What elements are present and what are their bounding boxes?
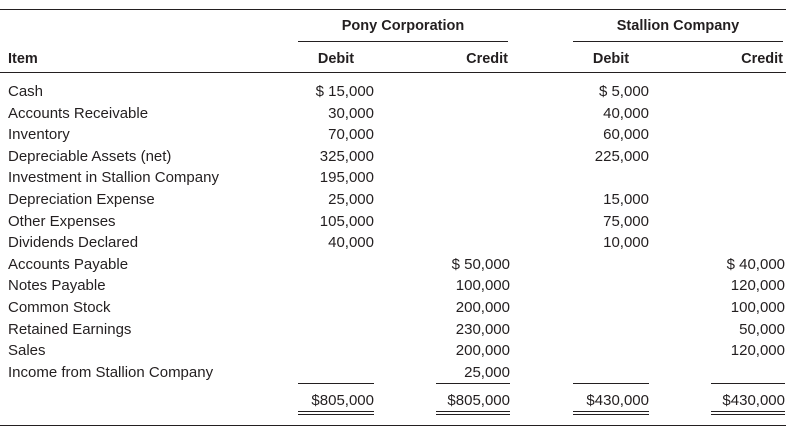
- row-stallion-credit: $ 40,000: [726, 256, 785, 273]
- row-pony-credit: 200,000: [455, 342, 510, 359]
- column-header-rule: [0, 72, 786, 73]
- row-stallion-debit: 75,000: [603, 213, 649, 230]
- row-stallion-debit: 225,000: [594, 148, 649, 165]
- stallion-credit-double-rule: [711, 411, 785, 415]
- stallion-credit-header: Credit: [741, 51, 783, 67]
- row-pony-debit: 40,000: [328, 234, 374, 251]
- row-item-label: Accounts Payable: [8, 256, 129, 273]
- row-item-label: Retained Earnings: [8, 321, 132, 338]
- top-rule: [0, 9, 786, 10]
- stallion-credit-sum-rule: [711, 383, 785, 384]
- row-pony-debit: 105,000: [319, 213, 374, 230]
- company-header-stallion: Stallion Company: [616, 18, 740, 34]
- row-pony-credit: 100,000: [455, 277, 510, 294]
- row-pony-credit: 25,000: [464, 364, 510, 381]
- row-pony-debit: 25,000: [328, 191, 374, 208]
- row-pony-debit: 195,000: [319, 169, 374, 186]
- item-column-header: Item: [8, 51, 38, 67]
- row-item-label: Sales: [8, 342, 46, 359]
- row-pony-debit: 70,000: [328, 126, 374, 143]
- pony-debit-double-rule: [298, 411, 374, 415]
- row-stallion-debit: 15,000: [603, 191, 649, 208]
- row-item-label: Common Stock: [8, 299, 111, 316]
- row-stallion-credit: 100,000: [730, 299, 785, 316]
- row-pony-credit: 230,000: [455, 321, 510, 338]
- pony-debit-header: Debit: [317, 51, 355, 67]
- stallion-debit-header: Debit: [592, 51, 630, 67]
- row-stallion-debit: $ 5,000: [598, 83, 649, 100]
- row-item-label: Other Expenses: [8, 213, 116, 230]
- stallion-debit-total: $430,000: [586, 392, 649, 409]
- pony-credit-double-rule: [436, 411, 510, 415]
- row-item-label: Depreciation Expense: [8, 191, 155, 208]
- stallion-credit-total: $430,000: [722, 392, 785, 409]
- row-stallion-debit: 10,000: [603, 234, 649, 251]
- row-stallion-credit: 120,000: [730, 277, 785, 294]
- row-pony-credit: 200,000: [455, 299, 510, 316]
- row-item-label: Inventory: [8, 126, 70, 143]
- pony-debit-sum-rule: [298, 383, 374, 384]
- row-stallion-debit: 60,000: [603, 126, 649, 143]
- row-pony-debit: 30,000: [328, 105, 374, 122]
- row-item-label: Investment in Stallion Company: [8, 169, 219, 186]
- row-stallion-credit: 120,000: [730, 342, 785, 359]
- row-pony-credit: $ 50,000: [451, 256, 510, 273]
- bottom-rule: [0, 425, 786, 426]
- row-item-label: Notes Payable: [8, 277, 106, 294]
- row-item-label: Accounts Receivable: [8, 105, 149, 122]
- stallion-header-rule: [573, 41, 783, 42]
- pony-header-rule: [298, 41, 508, 42]
- stallion-debit-double-rule: [573, 411, 649, 415]
- row-stallion-credit: 50,000: [739, 321, 785, 338]
- row-stallion-debit: 40,000: [603, 105, 649, 122]
- stallion-debit-sum-rule: [573, 383, 649, 384]
- company-header-pony: Pony Corporation: [341, 18, 465, 34]
- row-item-label: Depreciable Assets (net): [8, 148, 172, 165]
- row-item-label: Cash: [8, 83, 44, 100]
- row-item-label: Dividends Declared: [8, 234, 139, 251]
- pony-credit-sum-rule: [436, 383, 510, 384]
- row-pony-debit: $ 15,000: [315, 83, 374, 100]
- pony-credit-total: $805,000: [447, 392, 510, 409]
- row-item-label: Income from Stallion Company: [8, 364, 214, 381]
- pony-credit-header: Credit: [466, 51, 508, 67]
- row-pony-debit: 325,000: [319, 148, 374, 165]
- pony-debit-total: $805,000: [311, 392, 374, 409]
